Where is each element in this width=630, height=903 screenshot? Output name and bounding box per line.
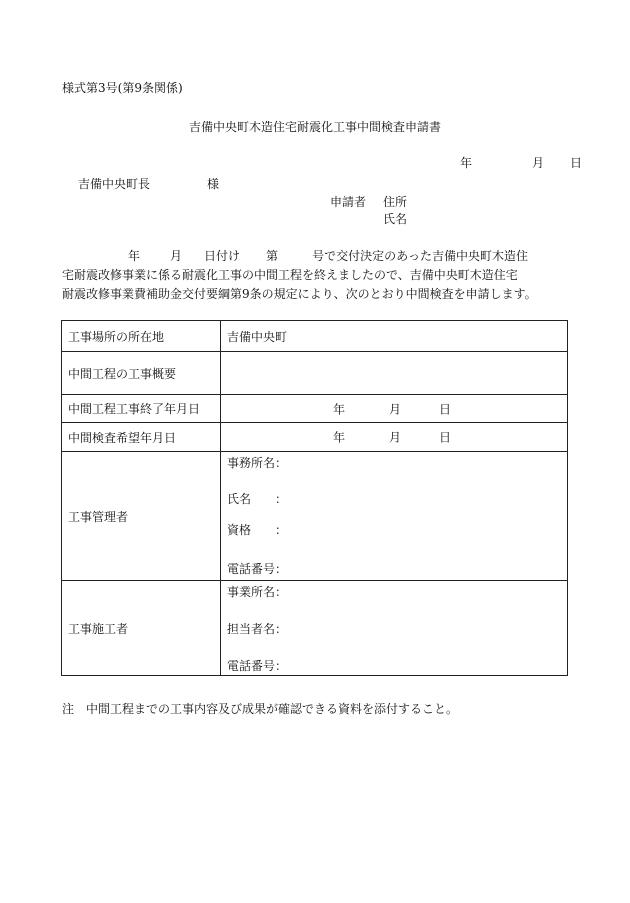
manager-qualification-label: 資格 ：	[227, 523, 288, 537]
location-value[interactable]: 吉備中央町	[221, 321, 568, 352]
applicant-address-label: 住所	[383, 195, 408, 209]
body-line-2: 宅耐震改修事業に係る耐震化工事の中間工程を終えましたので、吉備中央町木造住宅	[62, 268, 518, 282]
overview-value[interactable]	[221, 352, 568, 395]
body-dated: 日付け	[204, 249, 241, 263]
form-number: 様式第3号(第9条関係)	[62, 81, 183, 95]
table-row	[62, 321, 568, 352]
inspection-date-year: 年	[333, 430, 346, 445]
contractor-label: 工事施工者	[62, 581, 221, 676]
contractor-phone-label: 電話番号：	[227, 659, 288, 673]
application-date	[460, 155, 582, 171]
body-line-1	[62, 247, 582, 266]
body-line-1-rest: 号で交付決定のあった吉備中央町木造住	[312, 249, 528, 263]
body-dai: 第	[266, 249, 279, 263]
document-title: 吉備中央町木造住宅耐震化工事中間検査申請書	[188, 120, 441, 134]
contractor-office-label: 事業所名：	[227, 585, 288, 599]
date-year-label: 年	[460, 156, 473, 170]
inspection-date-month: 月	[389, 430, 402, 445]
applicant-label: 申請者	[330, 195, 367, 209]
table-row	[62, 352, 568, 395]
end-date-month: 月	[389, 402, 402, 416]
overview-label: 中間工程の工事概要	[62, 352, 221, 395]
attachment-note: 注 中間工程までの工事内容及び成果が確認できる資料を添付すること。	[62, 702, 459, 716]
end-date-value[interactable]	[221, 395, 568, 423]
table-row	[62, 395, 568, 423]
end-date-year: 年	[333, 402, 346, 416]
body-month: 月	[170, 249, 183, 263]
table-row	[62, 423, 568, 452]
end-date-day: 日	[439, 402, 452, 416]
date-month-label: 月	[532, 156, 545, 170]
application-form-table	[61, 320, 568, 676]
application-body	[62, 247, 582, 304]
body-year: 年	[128, 249, 141, 263]
addressee-name: 吉備中央町長	[78, 177, 151, 191]
inspection-date-day: 日	[439, 430, 452, 445]
location-label: 工事場所の所在地	[62, 321, 221, 352]
inspection-date-label: 中間検査希望年月日	[62, 423, 221, 452]
end-date-label: 中間工程工事終了年月日	[62, 395, 221, 423]
contractor-person-label: 担当者名：	[227, 622, 288, 636]
applicant-name-label: 氏名	[383, 212, 408, 226]
table-row	[62, 452, 568, 581]
addressee-honorific: 様	[207, 177, 220, 191]
manager-phone-label: 電話番号：	[227, 562, 288, 576]
table-row	[62, 581, 568, 676]
inspection-date-value[interactable]	[221, 423, 568, 452]
date-day-label: 日	[570, 156, 583, 170]
manager-office-label: 事務所名：	[227, 456, 288, 470]
manager-details[interactable]	[221, 452, 568, 581]
manager-label: 工事管理者	[62, 452, 221, 581]
manager-name-label: 氏名 ：	[227, 492, 288, 506]
body-line-3: 耐震改修事業費補助金交付要綱第9条の規定により、次のとおり中間検査を申請します。	[62, 287, 537, 301]
contractor-details[interactable]	[221, 581, 568, 676]
